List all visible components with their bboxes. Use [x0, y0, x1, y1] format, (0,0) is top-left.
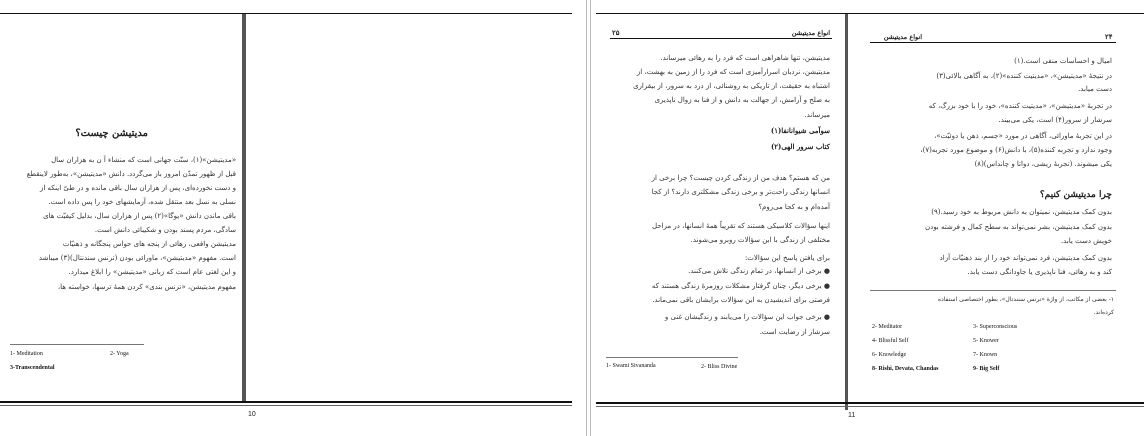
header-rule: [610, 38, 832, 39]
body-line: مدیتیشن، تنها شاهراهی است که فرد را به رهائی میرساند.: [660, 54, 830, 62]
bullet-item: ● برخی از انسانها، در تمام زندگی تلاش می‌کنند.: [688, 267, 830, 275]
body-line: میرساند.: [804, 111, 830, 119]
body-line: بدون کمک مدیتیشن، نمیتوان به دانش مربوط به خود رسید.(۹): [931, 208, 1112, 216]
footnote-divider: [606, 357, 738, 358]
page-number: 10: [248, 411, 256, 418]
running-header: انواع مدیتیشن: [883, 33, 922, 41]
body-line: سرشار از سرور(۴) است، یکی می‌بیند.: [998, 116, 1112, 124]
body-line: اشتباه به حقیقت، از تاریکی به روشنائی، از درد به سرور، از بیقراری: [633, 82, 830, 90]
body-line: دست میابد.: [1078, 85, 1112, 93]
body-line: مختلفی از زندگی با این سؤالات روبرو می‌شوند.: [690, 236, 830, 244]
footnote-divider: [870, 290, 1116, 291]
body-line: آمده‌ام و به کجا می‌روم؟: [758, 203, 830, 211]
footnote: 6- Knowledge: [872, 352, 907, 358]
section-heading: چرا مدیتیشن کنیم؟: [1039, 190, 1112, 200]
footnote: 7- Known: [973, 352, 998, 358]
body-line: امیال و احساسات منفی است.(۱): [1014, 57, 1112, 65]
body-line: است. مفهوم «مدیتیشن»، ماورائی بودن (ترنس سندنتال)(۳) میباشد: [38, 254, 236, 262]
bottom-rule: [596, 402, 1144, 404]
page-title: مدیتیشن چیست؟: [75, 128, 148, 139]
bottom-rule-thin: [596, 406, 1144, 407]
body-line: وجود ندارد و تجربه کننده(۵)، با دانش(۶) و موضوع مورد تجربه(۷)،: [920, 146, 1112, 154]
footnote: 2- Meditator: [872, 324, 903, 330]
footnote-note: ۱- بعضی از مکاتب، از واژهٔ «ترنس سنندتال»، بطور اختصاصی استفاده: [937, 296, 1114, 303]
book-spine: [845, 14, 848, 410]
body-line: به صلح و آرامش، از جهالت به دانش و از فنا به زوال ناپذیری: [654, 96, 830, 104]
body-line: نسلی به نسل بعد منتقل شده، آزمایشهای خود را پس داده است.: [48, 198, 236, 206]
footnote: 2- Bliss Divine: [701, 364, 738, 370]
body-line: «مدیتیشن»(۱)، سنّت جهانی است که منشاء آ ن به هزاران سال: [51, 156, 236, 164]
page-number: 11: [848, 412, 856, 419]
body-line: در این تجربهٔ ماورائی، آگاهی در مورد «جسم، ذهن یا دوئیّت»،: [934, 132, 1112, 140]
top-rule: [0, 13, 572, 14]
running-header: انواع مدیتیشن: [791, 29, 830, 37]
footnote-divider: [10, 344, 144, 345]
scan-separator: [586, 0, 587, 436]
body-line: در نتیجهٔ «مدیتیشن»، «مدیتیت کننده»(۲)، به آگاهی بالائی(۳): [936, 72, 1112, 80]
body-line: مدیتیشن، نردبان اسرارآمیزی است که فرد را از زمین به بهشت، از: [636, 68, 830, 76]
footnote: 4- Blissful Self: [872, 338, 909, 344]
header-rule: [870, 42, 1116, 43]
body-line: مدیتیشن واقعی، رهائی از پنجه های حواس پنجگانه و ذهنیّات: [62, 240, 236, 248]
body-line: سادگی، مردم پسند بودن و شکیبائی دانش است.: [94, 226, 236, 234]
quote-attribution: سوآمی شیوانانفا(۱): [770, 126, 830, 135]
scan-separator: [590, 0, 591, 436]
footnote: 2- Yoga: [110, 351, 129, 357]
body-line: در تجربهٔ «مدیتیشن»، «مدیتیت کننده»، خود را با خود بزرگ، که: [928, 102, 1112, 110]
body-line: و این لغتی عام است که زبانی «مدیتیشن» را ابلاغ میدارد.: [68, 268, 236, 276]
body-line: برای یافتن پاسخ این سؤالات:: [744, 254, 830, 262]
body-line: اینها سؤالات کلاسیکی هستند که تقریباً همهٔ انسانها، در مراحل: [651, 222, 830, 230]
footnote: 5- Knower: [973, 338, 999, 344]
body-line: خویش دست یابد.: [1060, 237, 1112, 245]
bullet-item: ● برخی دیگر، چنان گرفتار مشکلات روزمرهٔ زندگی هستند که: [651, 282, 830, 290]
body-line: یکی میشوند. (تجربهٔ ریشی، دواتا و چانداس)(۸): [974, 160, 1112, 168]
body-line: باقی ماندن دانش «یوگا»(۲) پس از هزاران سال، بدلیل کیفیّت های: [43, 212, 236, 220]
top-rule: [596, 13, 1144, 14]
footnote: 8- Rishi, Devata, Chandas: [872, 366, 939, 372]
footnote: 1- Meditation: [10, 351, 43, 357]
quote-attribution: کتاب سرور الهی(۲): [770, 142, 830, 151]
bottom-rule-thin: [0, 405, 572, 406]
body-line: سرشار از رضایت است.: [759, 328, 830, 336]
header-page-number: ۲۵: [612, 28, 620, 37]
footnote: 3-Transcendental: [10, 365, 55, 371]
body-line: بدون کمک مدیتیشن، بشر نمی‌تواند به سطح کمال و فرشته بودن: [924, 223, 1112, 231]
body-line: کند و به رهائی، فنا ناپذیری یا جاودانگی دست یابد.: [967, 268, 1112, 276]
body-line: فرصتی برای اندیشیدن به این سؤالات برایشان باقی نمی‌ماند.: [652, 296, 830, 304]
bullet-item: ● برخی جواب این سؤالات را می‌یابند و زندگیشان غنی و: [664, 313, 830, 321]
body-line: و دست نخورده‌ای، پس از هزاران سال باقی مانده و در طیّ اینکه از: [39, 184, 236, 192]
footnote: 1- Swami Sivananda: [606, 363, 656, 369]
book-spine: [242, 14, 246, 402]
bottom-rule: [0, 401, 572, 403]
footnote-note: کرده‌اند.: [1093, 309, 1114, 316]
body-line: بدون کمک مدیتیشن، فرد نمی‌تواند خود را از بند ذهنیّات آزاد: [939, 254, 1112, 262]
footnote: 9- Big Self: [973, 366, 1000, 372]
header-page-number: ۲۴: [1105, 32, 1113, 41]
body-line: انسانها زندگی راحت‌تر و برخی زندگی مشکلتری دارند؟ از کجا: [651, 188, 830, 196]
footnote: 3- Superconscious: [973, 324, 1018, 330]
body-line: مفهوم مدیتیشن، «ترنس بندی» کردن همهٔ ترسها، خواسته ها،: [57, 283, 236, 291]
body-line: قبل از ظهور تمدّن امروز باز می‌گردد. دانش «مدیتیشن»، به‌طور لاینقطع: [26, 170, 236, 178]
body-line: من که هستم؟ هدف من از زندگی کردن چیست؟ چرا برخی از: [651, 174, 830, 182]
